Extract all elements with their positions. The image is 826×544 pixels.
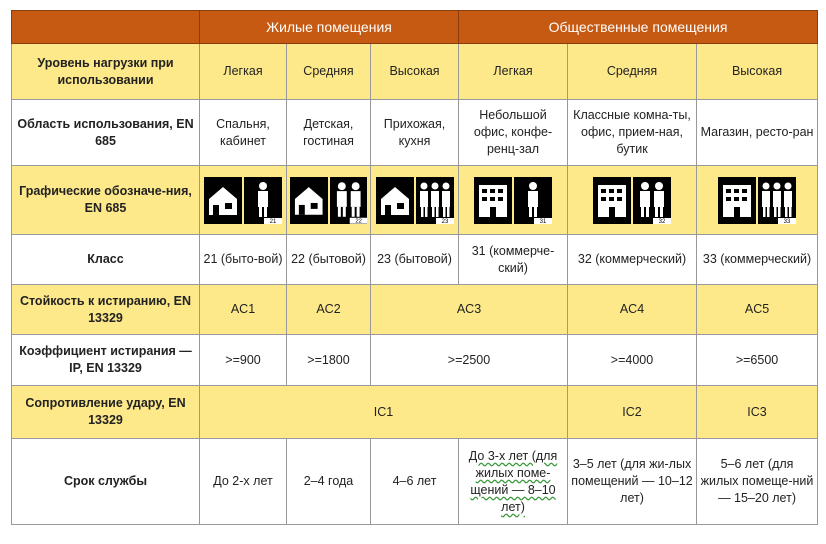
row-class xyxy=(12,235,818,285)
ip-cell: >=6500 xyxy=(697,335,818,386)
symbol-code: 23 xyxy=(441,218,448,224)
load-cell: Высокая xyxy=(371,44,459,100)
abrasion-cell: AC5 xyxy=(697,285,818,335)
person-icon xyxy=(514,177,552,224)
row-ip xyxy=(12,335,818,386)
class-cell: 33 (коммерческий) xyxy=(697,235,818,285)
house-icon xyxy=(290,177,328,224)
symbol-code: 22 xyxy=(354,218,362,224)
header-residential: Жилые помещения xyxy=(200,11,459,44)
load-cell: Средняя xyxy=(568,44,697,100)
abrasion-cell: AC2 xyxy=(287,285,371,335)
area-cell: Детская, гостиная xyxy=(287,100,371,166)
row-label-class: Класс xyxy=(12,235,200,285)
row-label-abrasion: Стойкость к истиранию, EN 13329 xyxy=(12,285,200,335)
row-label-life: Срок службы xyxy=(12,439,200,525)
impact-cell: IC1 xyxy=(200,386,568,439)
row-abrasion xyxy=(12,285,818,335)
area-cell: Прихожая, кухня xyxy=(371,100,459,166)
laminate-class-table xyxy=(11,10,818,525)
ip-cell: >=2500 xyxy=(371,335,568,386)
row-load xyxy=(12,44,818,100)
row-label-area: Область использования, EN 685 xyxy=(12,100,200,166)
load-cell: Легкая xyxy=(200,44,287,100)
class-cell: 23 (бытовой) xyxy=(371,235,459,285)
symbol-code: 31 xyxy=(539,218,547,224)
abrasion-cell: AC1 xyxy=(200,285,287,335)
area-cell: Классные комна-ты, офис, прием-ная, бутик xyxy=(568,100,697,166)
ip-cell: >=900 xyxy=(200,335,287,386)
life-cell: 4–6 лет xyxy=(371,439,459,525)
class-cell: 31 (коммерче-ский) xyxy=(459,235,568,285)
header-public: Общественные помещения xyxy=(459,11,818,44)
symbol-code: 21 xyxy=(269,218,277,224)
office-building-icon xyxy=(593,177,631,224)
three-persons-icon xyxy=(758,177,796,224)
class-cell: 21 (быто-вой) xyxy=(200,235,287,285)
abrasion-cell: AC3 xyxy=(371,285,568,335)
corner-cell xyxy=(12,11,200,44)
life-cell: До 3-х лет (для жилых поме-щений — 8–10 лет) xyxy=(459,439,568,525)
row-impact xyxy=(12,386,818,439)
symbol-cell xyxy=(697,166,818,235)
row-label-load: Уровень нагрузки при использовании xyxy=(12,44,200,100)
symbol-code: 33 xyxy=(783,218,791,224)
impact-cell: IC3 xyxy=(697,386,818,439)
area-cell: Спальня, кабинет xyxy=(200,100,287,166)
row-label-impact: Сопротивление удару, EN 13329 xyxy=(12,386,200,439)
area-cell: Небольшой офис, конфе-ренц-зал xyxy=(459,100,568,166)
symbol-cell xyxy=(287,166,371,235)
abrasion-cell: AC4 xyxy=(568,285,697,335)
house-icon xyxy=(376,177,414,224)
class-cell: 22 (бытовой) xyxy=(287,235,371,285)
row-area xyxy=(12,100,818,166)
person-icon xyxy=(244,177,282,224)
load-cell: Средняя xyxy=(287,44,371,100)
life-cell: 5–6 лет (для жилых помеще-ний — 15–20 лет) xyxy=(697,439,818,525)
life-cell: 2–4 года xyxy=(287,439,371,525)
office-building-icon xyxy=(474,177,512,224)
row-label-symbols: Графические обозначе-ния, EN 685 xyxy=(12,166,200,235)
symbol-cell xyxy=(459,166,568,235)
symbol-code: 32 xyxy=(658,218,666,224)
symbol-cell xyxy=(371,166,459,235)
office-building-icon xyxy=(718,177,756,224)
symbol-cell xyxy=(200,166,287,235)
area-cell: Магазин, ресто-ран xyxy=(697,100,818,166)
load-cell: Высокая xyxy=(697,44,818,100)
load-cell: Легкая xyxy=(459,44,568,100)
house-icon xyxy=(204,177,242,224)
ip-cell: >=4000 xyxy=(568,335,697,386)
impact-cell: IC2 xyxy=(568,386,697,439)
two-persons-icon xyxy=(330,177,368,224)
row-label-ip: Коэффициент истирания — IP, EN 13329 xyxy=(12,335,200,386)
life-cell: 3–5 лет (для жи-лых помещений — 10–12 лет) xyxy=(568,439,697,525)
row-life xyxy=(12,439,818,525)
three-persons-icon xyxy=(416,177,454,224)
life-cell: До 2-х лет xyxy=(200,439,287,525)
two-persons-icon xyxy=(633,177,671,224)
row-symbols xyxy=(12,166,818,235)
symbol-cell xyxy=(568,166,697,235)
class-cell: 32 (коммерческий) xyxy=(568,235,697,285)
ip-cell: >=1800 xyxy=(287,335,371,386)
